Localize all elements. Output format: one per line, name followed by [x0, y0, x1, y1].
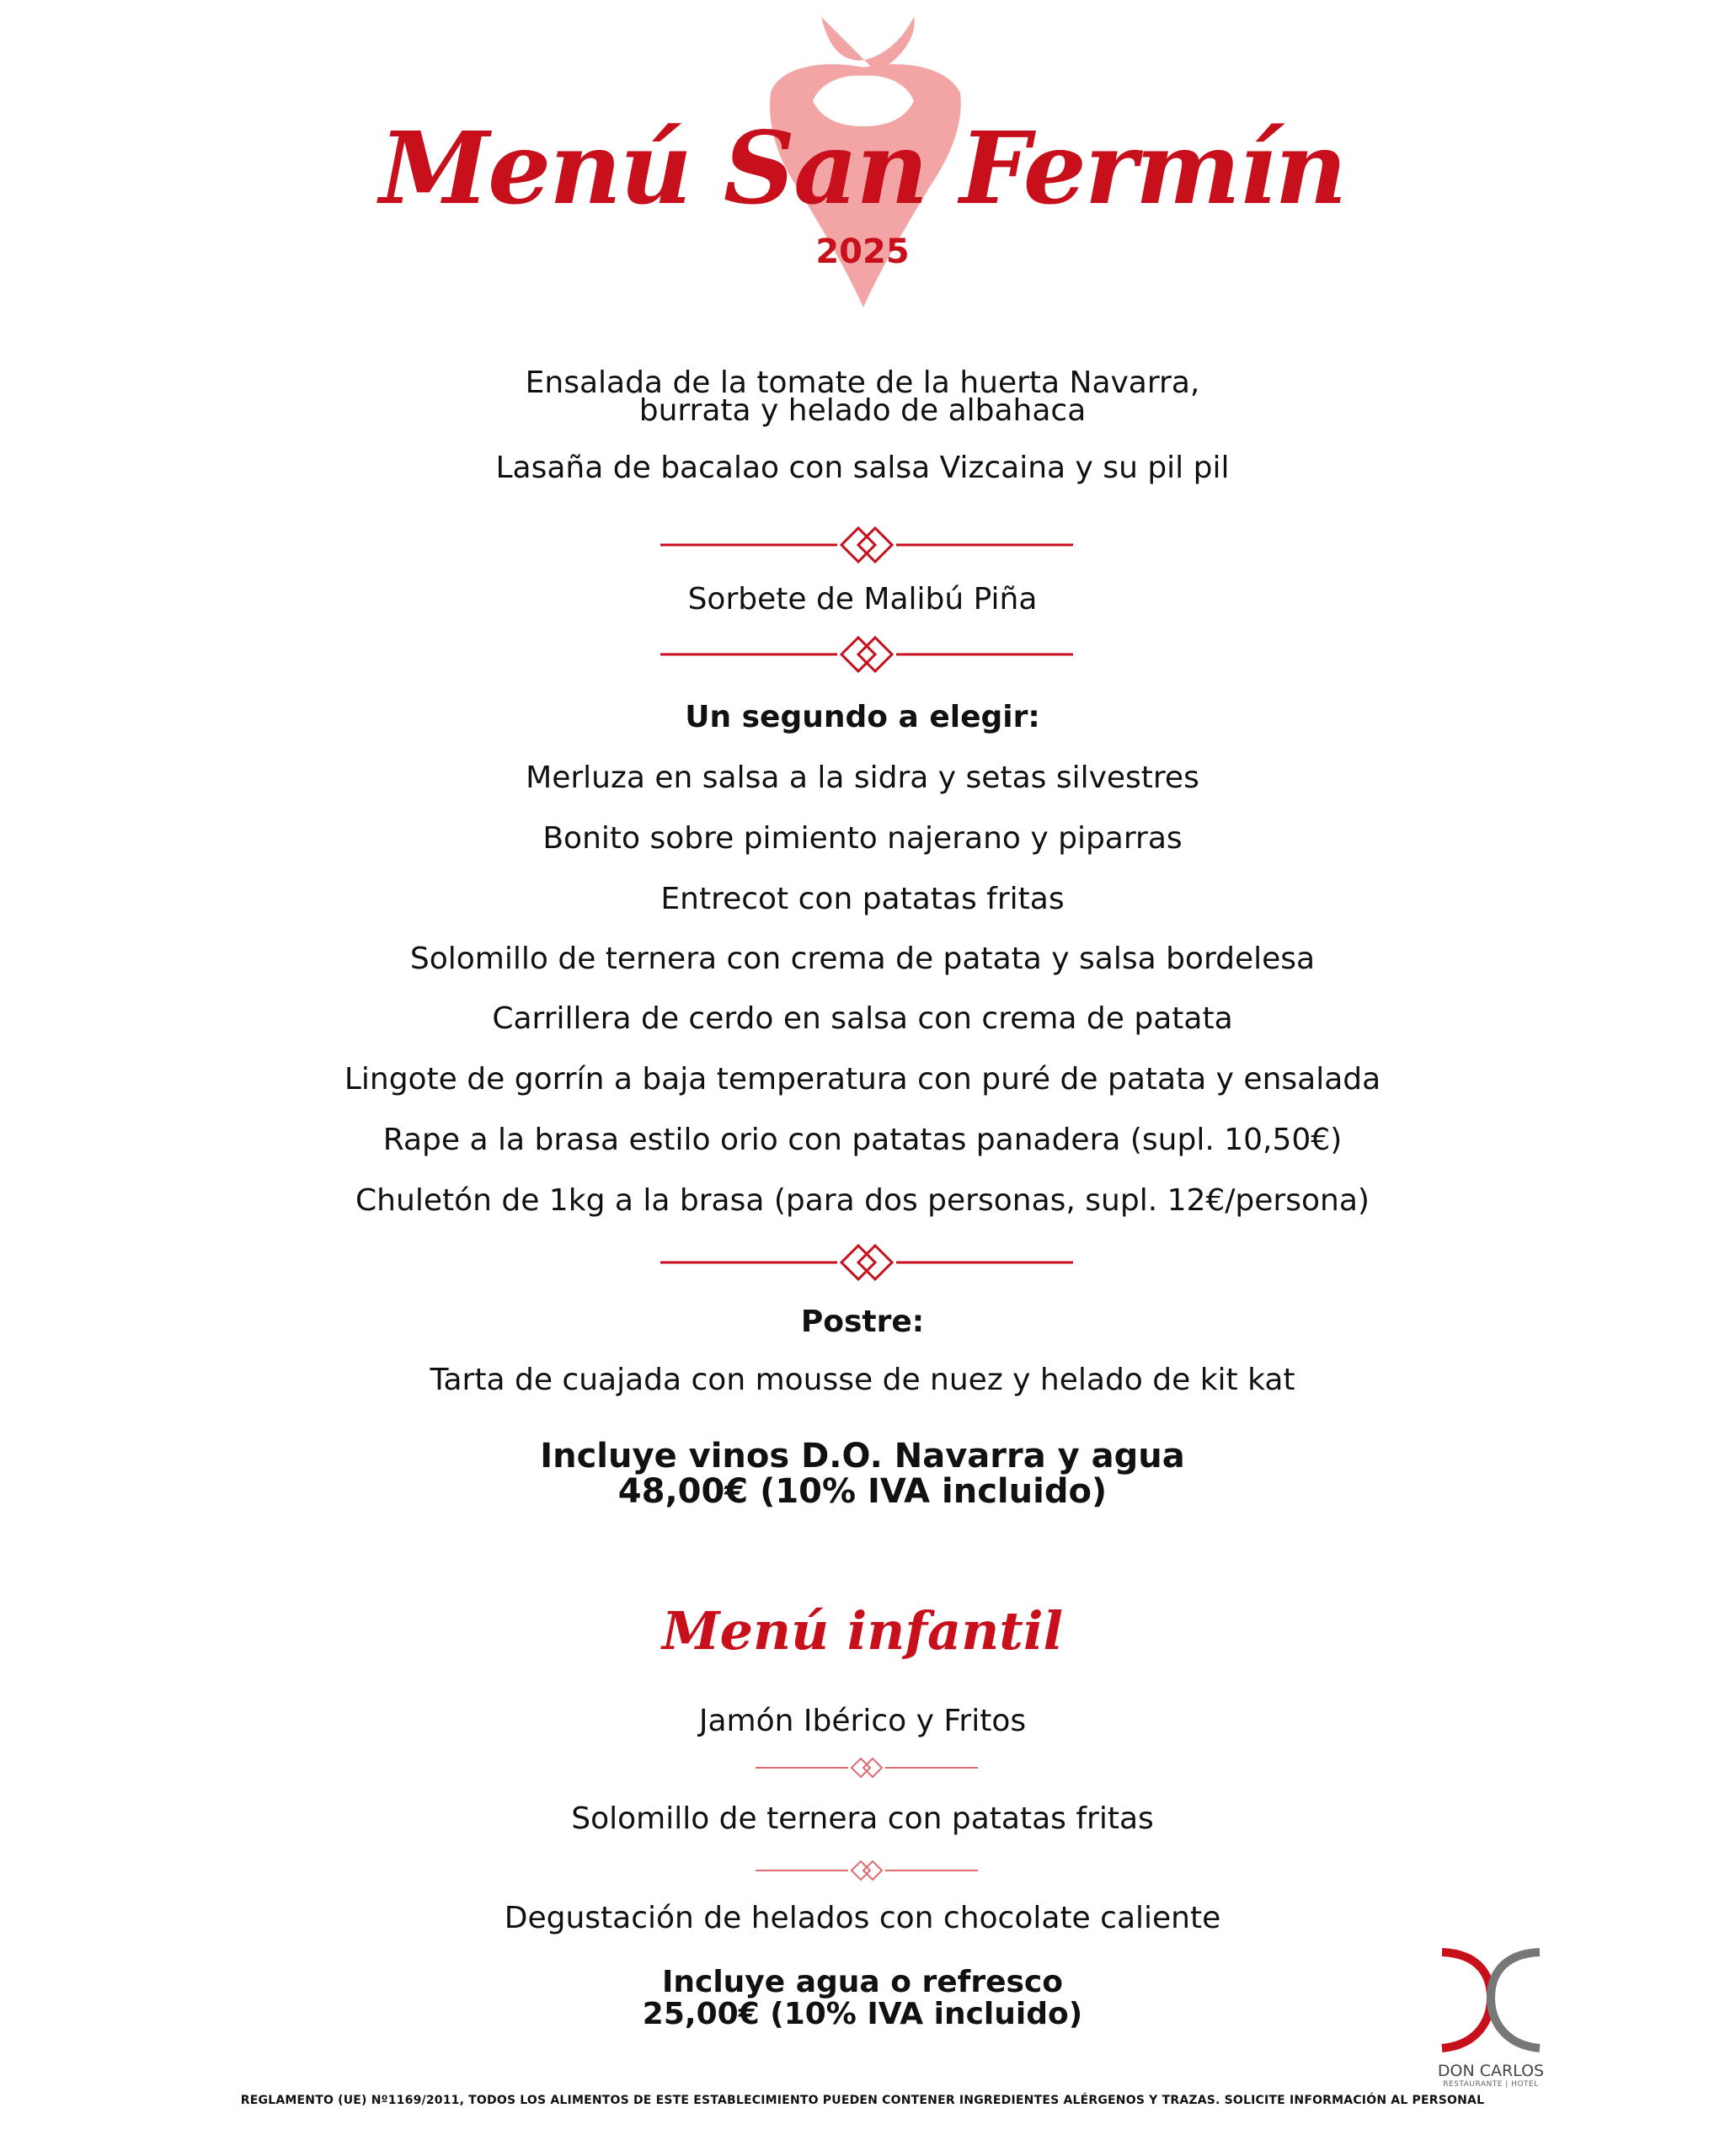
starter-line-1: Ensalada de la tomate de la huerta Navarra, — [525, 366, 1200, 400]
main-item: Rape a la brasa estilo orio con patatas panadera (supl. 10,50€) — [382, 1123, 1343, 1157]
kids-includes-line: Incluye agua o refresco — [661, 1965, 1064, 1999]
starter-line-2: burrata y helado de albahaca — [638, 393, 1087, 428]
diamond-divider-icon — [660, 524, 1073, 566]
diamond-divider-icon — [660, 1241, 1073, 1283]
don-carlos-logo — [1423, 1945, 1558, 2089]
main-item: Entrecot con patatas fritas — [660, 882, 1065, 916]
kids-item: Degustación de helados con chocolate caliente — [504, 1901, 1221, 1935]
price-line: 48,00€ (10% IVA incluido) — [617, 1472, 1108, 1511]
dessert-heading: Postre: — [800, 1305, 925, 1339]
includes-line: Incluye vinos D.O. Navarra y agua — [540, 1437, 1185, 1476]
kids-price-line: 25,00€ (10% IVA incluido) — [642, 1997, 1083, 2031]
menu-title: Menú San Fermín — [379, 109, 1346, 227]
diamond-divider-icon — [756, 1755, 978, 1780]
main-item: Merluza en salsa a la sidra y setas silvestres — [526, 760, 1199, 795]
starter-line-3: Lasaña de bacalao con salsa Vizcaina y su pil pil — [495, 451, 1230, 485]
main-item: Bonito sobre pimiento najerano y piparras — [542, 821, 1183, 856]
kids-item: Solomillo de ternera con patatas fritas — [571, 1801, 1154, 1836]
main-item: Solomillo de ternera con crema de patata y salsa bordelesa — [409, 942, 1316, 976]
mains-heading: Un segundo a elegir: — [685, 700, 1040, 734]
logo-subtitle: RESTAURANTE | HOTEL — [1443, 2080, 1539, 2089]
main-item: Lingote de gorrín a baja temperatura con puré de patata y ensalada — [344, 1062, 1381, 1097]
diamond-divider-icon — [756, 1858, 978, 1883]
diamond-divider-icon — [660, 633, 1073, 675]
legal-notice: REGLAMENTO (UE) Nº1169/2011, TODOS LOS ALIMENTOS DE ESTE ESTABLECIMIENTO PUEDEN CONTENER INGREDIENTES ALÉRGENOS Y TRAZAS. SOLICITE INFORMACIÓN AL PERSONAL — [240, 2094, 1485, 2107]
kids-menu-title: Menú infantil — [661, 1600, 1064, 1662]
menu-year: 2025 — [815, 232, 910, 271]
dessert-item: Tarta de cuajada con mousse de nuez y helado de kit kat — [430, 1363, 1295, 1397]
don-carlos-logo-icon — [1432, 1945, 1550, 2055]
main-item: Carrillera de cerdo en salsa con crema de patata — [492, 1001, 1233, 1036]
kids-item: Jamón Ibérico y Fritos — [698, 1704, 1027, 1738]
main-item: Chuletón de 1kg a la brasa (para dos personas, supl. 12€/persona) — [355, 1183, 1370, 1218]
logo-name: DON CARLOS — [1437, 2062, 1545, 2080]
sorbet-item: Sorbete de Malibú Piña — [687, 582, 1038, 616]
